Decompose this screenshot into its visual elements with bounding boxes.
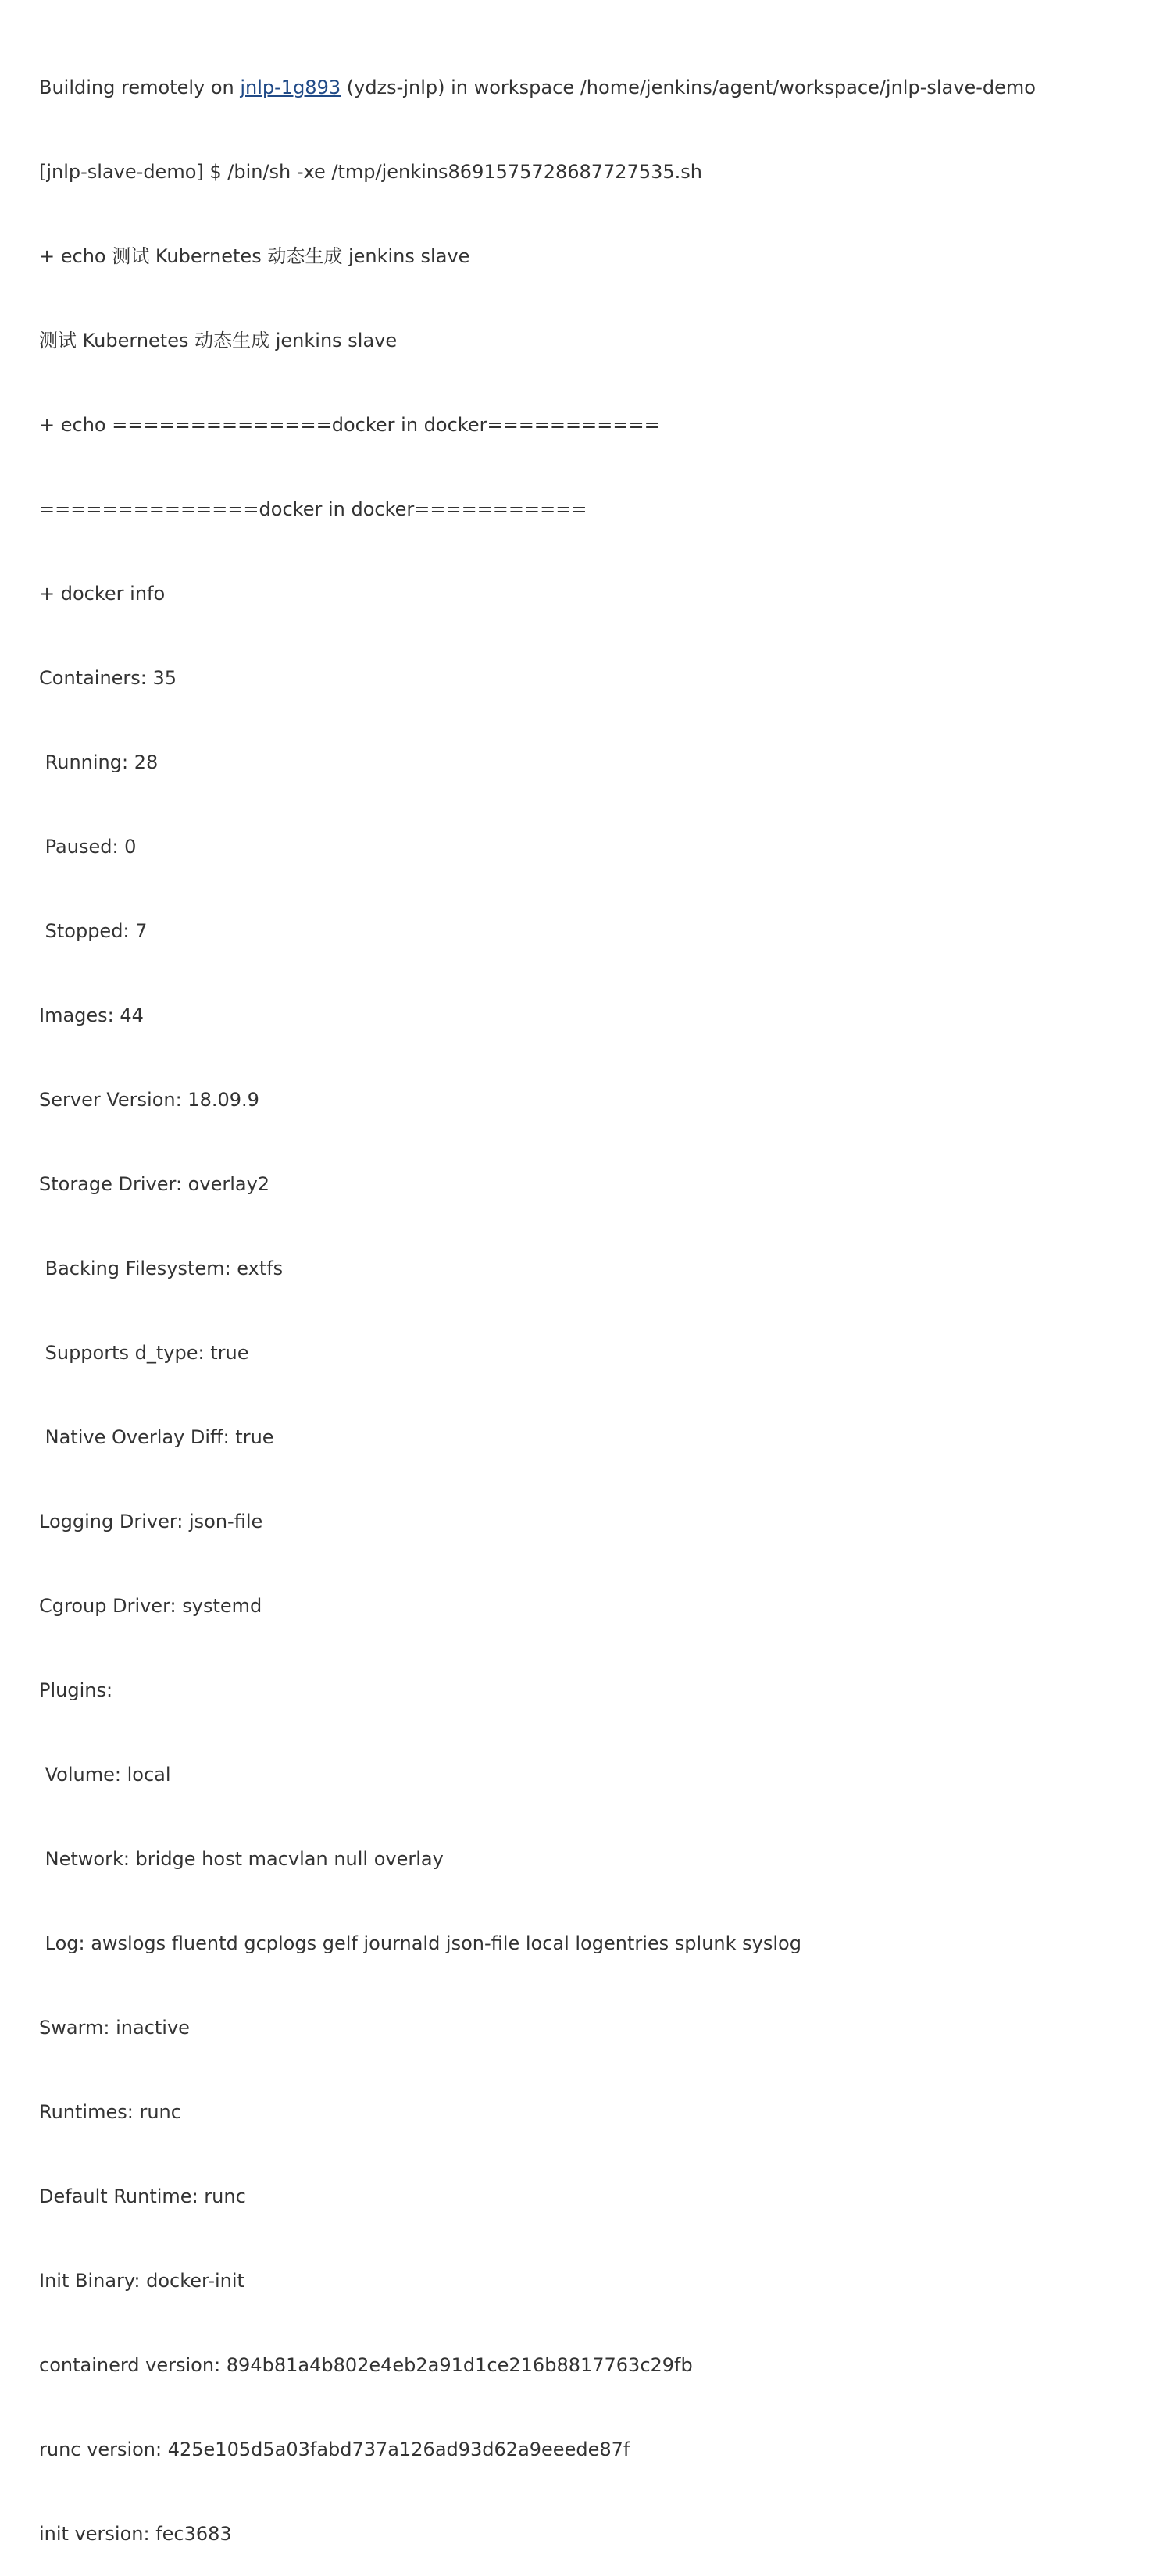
console-line: Volume: local — [39, 1764, 171, 1786]
console-line: Storage Driver: overlay2 — [39, 1173, 270, 1195]
console-line: Cgroup Driver: systemd — [39, 1595, 262, 1617]
console-line: containerd version: 894b81a4b802e4eb2a91d1ce216b8817763c29fb — [39, 2354, 693, 2376]
console-line: Images: 44 — [39, 1004, 144, 1026]
build-node-prefix: Building remotely on — [39, 77, 241, 98]
console-line: + echo 测试 Kubernetes 动态生成 jenkins slave — [39, 245, 470, 267]
console-line: init version: fec3683 — [39, 2523, 232, 2545]
console-line: Runtimes: runc — [39, 2101, 181, 2123]
console-line: Running: 28 — [39, 751, 159, 773]
console-line: + docker info — [39, 583, 166, 605]
console-line: Init Binary: docker-init — [39, 2270, 244, 2292]
console-line: Log: awslogs fluentd gcplogs gelf journald json-file local logentries splunk syslog — [39, 1932, 801, 1954]
console-line: Containers: 35 — [39, 667, 177, 689]
console-line: ==============docker in docker=========== — [39, 498, 587, 520]
console-line: Plugins: — [39, 1679, 113, 1701]
console-line: runc version: 425e105d5a03fabd737a126ad93d62a9eeede87f — [39, 2439, 630, 2460]
console-line: Paused: 0 — [39, 836, 137, 858]
console-line: Default Runtime: runc — [39, 2185, 246, 2207]
console-line: Logging Driver: json-file — [39, 1511, 263, 1532]
console-line: Stopped: 7 — [39, 920, 148, 942]
node-link[interactable]: jnlp-1g893 — [240, 77, 341, 98]
console-line: Server Version: 18.09.9 — [39, 1089, 259, 1111]
build-node-suffix: (ydzs-jnlp) in workspace /home/jenkins/agent/workspace/jnlp-slave-demo — [341, 77, 1036, 98]
console-line: Native Overlay Diff: true — [39, 1426, 274, 1448]
console-line: [jnlp-slave-demo] $ /bin/sh -xe /tmp/jenkins8691575728687727535.sh — [39, 161, 702, 183]
console-line: + echo ==============docker in docker=========== — [39, 414, 660, 436]
console-output — [39, 17, 1148, 2576]
console-line: Supports d_type: true — [39, 1342, 249, 1364]
console-line: Network: bridge host macvlan null overlay — [39, 1848, 444, 1870]
console-line: Swarm: inactive — [39, 2017, 190, 2039]
console-line: Backing Filesystem: extfs — [39, 1258, 284, 1279]
console-line-build-node — [39, 73, 1148, 102]
console-line: 测试 Kubernetes 动态生成 jenkins slave — [39, 330, 398, 351]
